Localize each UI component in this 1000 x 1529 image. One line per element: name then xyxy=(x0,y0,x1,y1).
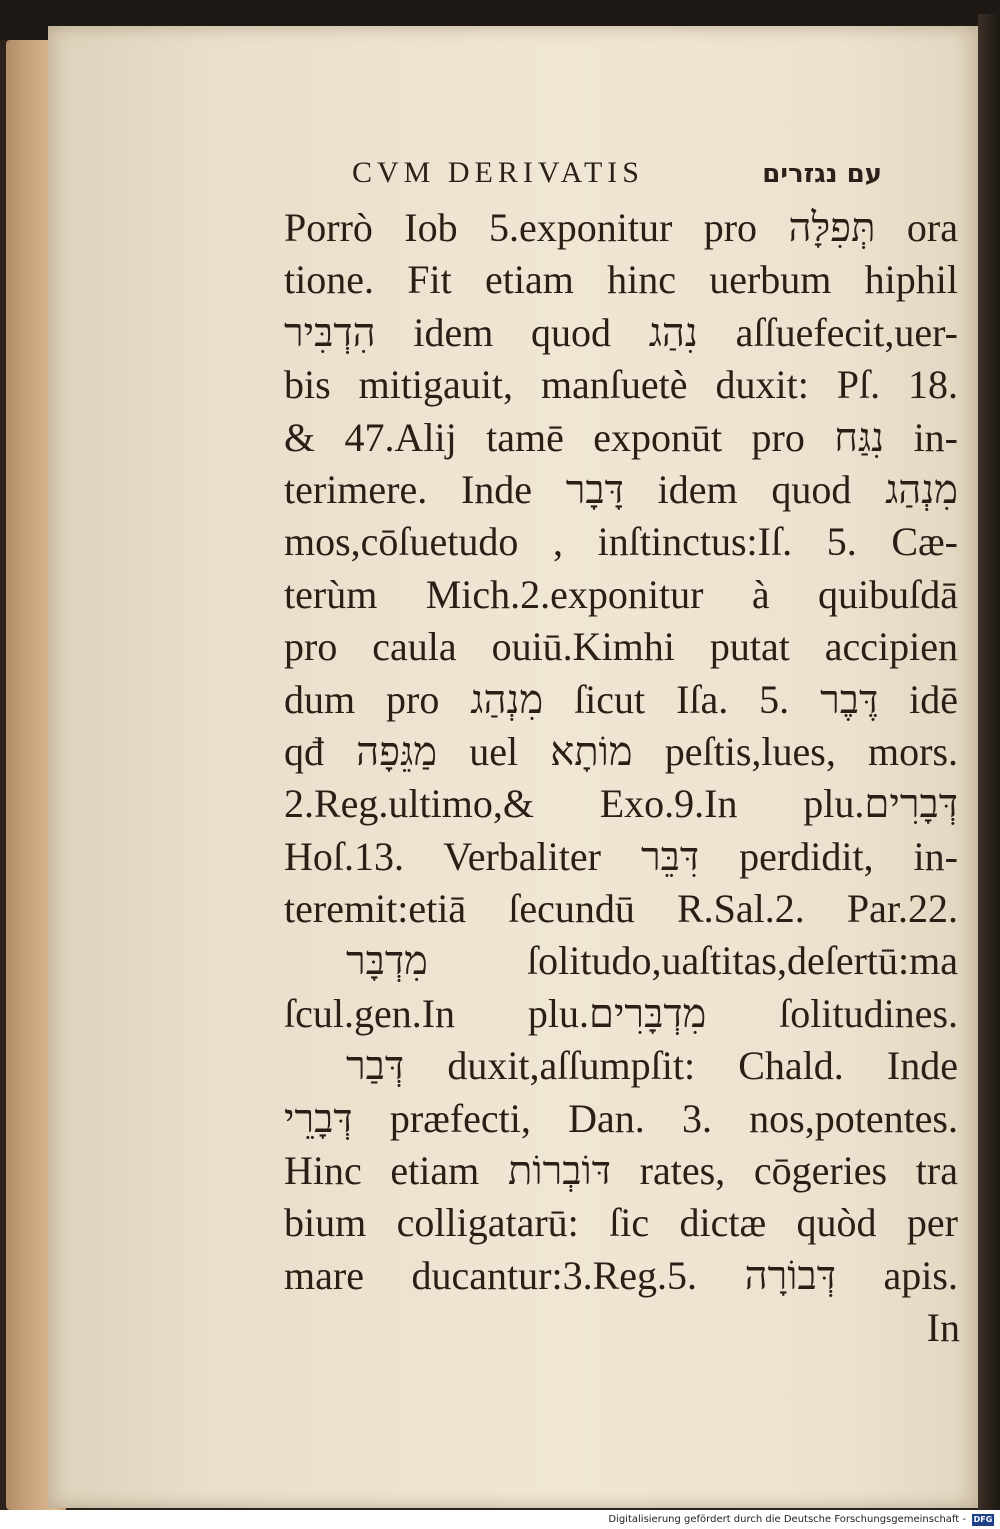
page-gutter xyxy=(978,14,1000,1510)
running-head-hebrew: עם נגזרים xyxy=(762,159,882,189)
text-line: terimere. Inde דָּבָר idem quod מִנְהַג xyxy=(284,466,958,512)
running-head xyxy=(352,156,882,196)
text-line: 2.Reg.ultimo,& Exo.9.In plu.דְּבָרִים xyxy=(284,781,958,827)
running-head-latin: CVM DERIVATIS xyxy=(352,156,644,189)
text-line: mare ducantur:3.Reg.5. דְּבוֹרָה apis. xyxy=(284,1252,958,1298)
text-line: mos,cōſuetudo , inſtinctus:Iſ. 5. Cæ- xyxy=(284,519,958,565)
text-line: ſcul.gen.In plu.מִדְבָּרִים ſolitudines. xyxy=(284,990,959,1036)
text-line: terùm Mich.2.exponitur à quibuſdā xyxy=(284,571,958,617)
text-line: דְּבָרֵי præfecti, Dan. 3. nos,potentes. xyxy=(284,1095,958,1141)
footer-bar xyxy=(0,1510,1000,1529)
text-block xyxy=(284,202,974,1355)
text-line: דְּבַר duxit,aſſumpſit: Chald. Inde xyxy=(346,1043,958,1089)
text-line: Porrò Iob 5.exponitur pro תְּפִלָּה ora xyxy=(284,205,959,250)
dfg-logo-icon: DFG xyxy=(973,1514,993,1524)
text-line: & 47.Alij tamē exponūt pro נִגַּח in- xyxy=(284,414,959,460)
footer-credit: Digitalisierung gefördert durch die Deutsche Forschungsgemeinschaft - xyxy=(608,1514,966,1525)
text-line: qđ מַגֵּפָה uel מוֹתָא peſtis,lues, mors. xyxy=(284,728,959,774)
text-line: bium colligatarū: ſic dictæ quòd per xyxy=(284,1200,958,1246)
text-line: pro caula ouiū.Kimhi putat accipien xyxy=(284,624,958,670)
text-line: teremit:etiā ſecundū R.Sal.2. Par.22. xyxy=(284,886,958,932)
text-line: Hinc etiam דּוֹבְרוֹת rates, cōgeries tra xyxy=(284,1148,958,1194)
text-line: bis mitigauit, manſuetè duxit: Pſ. 18. xyxy=(284,362,958,408)
catchword: In xyxy=(926,1305,960,1351)
text-line: הִדְבִּיר idem quod נִהַג aſſuefecit,uer- xyxy=(284,309,958,355)
text-line: מִדְבָּר ſolitudo,uaſtitas,deſertū:ma xyxy=(346,938,958,984)
text-line: dum pro מִנְהַג ſicut Iſa. 5. דֶּבֶר idē xyxy=(284,676,959,722)
text-line: Hoſ.13. Verbaliter דִּבֵּר perdidit, in- xyxy=(284,833,958,879)
text-line: tione. Fit etiam hinc uerbum hiphil xyxy=(284,257,958,303)
